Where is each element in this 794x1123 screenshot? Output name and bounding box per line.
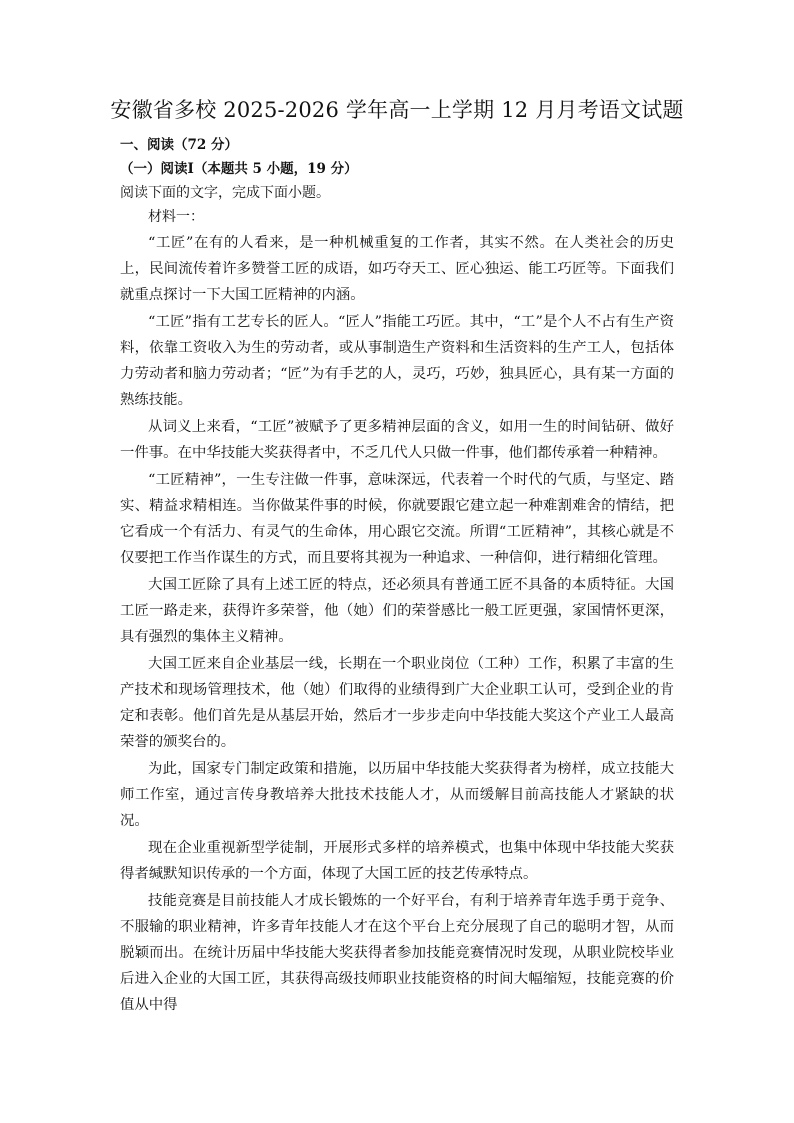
- paragraph-2: “工匠”指有工艺专长的匠人。“匠人”指能工巧匠。其中，“工”是个人不占有生产资料，依靠工资收入为生的劳动者，或从事制造生产资料和生活资料的生产工人，包括体力劳动者和脑力劳动者；“匠”为有手艺的人，灵巧，巧妙，独具匠心，具有某一方面的熟练技能。: [120, 314, 674, 408]
- paragraph-9: 技能竞赛是目前技能人才成长锻炼的一个好平台，有利于培养青年选手勇于竞争、不服输的职业精神，许多青年技能人才在这个平台上充分展现了自己的聪明才智，从而脱颖而出。在统计历届中华技能大奖获得者参加技能竞赛情况时发现，从职业院校毕业后进入企业的大国工匠，其获得高级技师职业技能资格的时间大幅缩短，技能竞赛的价值从中得: [120, 893, 674, 1013]
- paragraph-8: 现在企业重视新型学徒制，开展形式多样的培养模式，也集中体现中华技能大奖获得者缄默知识传承的一个方面，体现了大国工匠的技艺传承特点。: [120, 840, 674, 882]
- sub-section-heading: （一）阅读Ⅰ（本题共 5 小题，19 分）: [120, 161, 358, 177]
- paragraph-5: 大国工匠除了具有上述工匠的特点，还必须具有普通工匠不具备的本质特征。大国工匠一路走来，获得许多荣誉，他（她）们的荣誉感比一般工匠更强，家国情怀更深，具有强烈的集体主义精神。: [120, 577, 674, 645]
- paragraph-4: “工匠精神”，一生专注做一件事，意味深远，代表着一个时代的气质，与坚定、踏实、精益求精相连。当你做某件事的时候，你就要跟它建立起一种难割难舍的情结，把它看成一个有活力、有灵气的生命体，用心跟它交流。所谓“工匠精神”，其核心就是不仅要把工作当作谋生的方式，而且要将其视为一种追求、一种信仰，进行精细化管理。: [120, 472, 674, 566]
- reading-instruction: 阅读下面的文字，完成下面小题。: [120, 185, 330, 201]
- section-heading: 一、阅读（72 分）: [120, 137, 238, 153]
- paragraph-7: 为此，国家专门制定政策和措施，以历届中华技能大奖获得者为榜样，成立技能大师工作室，通过言传身教培养大批技术技能人才，从而缓解目前高技能人才紧缺的状况。: [120, 761, 674, 829]
- page-title: 安徽省多校 2025-2026 学年高一上学期 12 月月考语文试题: [110, 98, 684, 122]
- material-label: 材料一：: [148, 209, 204, 225]
- paragraph-6: 大国工匠来自企业基层一线，长期在一个职业岗位（工种）工作，积累了丰富的生产技术和现场管理技术，他（她）们取得的业绩得到广大企业职工认可，受到企业的肯定和表彰。他们首先是从基层开始，然后才一步步走向中华技能大奖这个产业工人最高荣誉的颁奖台的。: [120, 656, 674, 750]
- paragraph-3: 从词义上来看，“工匠”被赋予了更多精神层面的含义，如用一生的时间钻研、做好一件事。在中华技能大奖获得者中，不乏几代人只做一件事，他们都传承着一种精神。: [120, 419, 674, 461]
- paragraph-1: “工匠”在有的人看来，是一种机械重复的工作者，其实不然。在人类社会的历史上，民间流传着许多赞誉工匠的成语，如巧夺天工、匠心独运、能工巧匠等。下面我们就重点探讨一下大国工匠精神的内涵。: [120, 235, 674, 303]
